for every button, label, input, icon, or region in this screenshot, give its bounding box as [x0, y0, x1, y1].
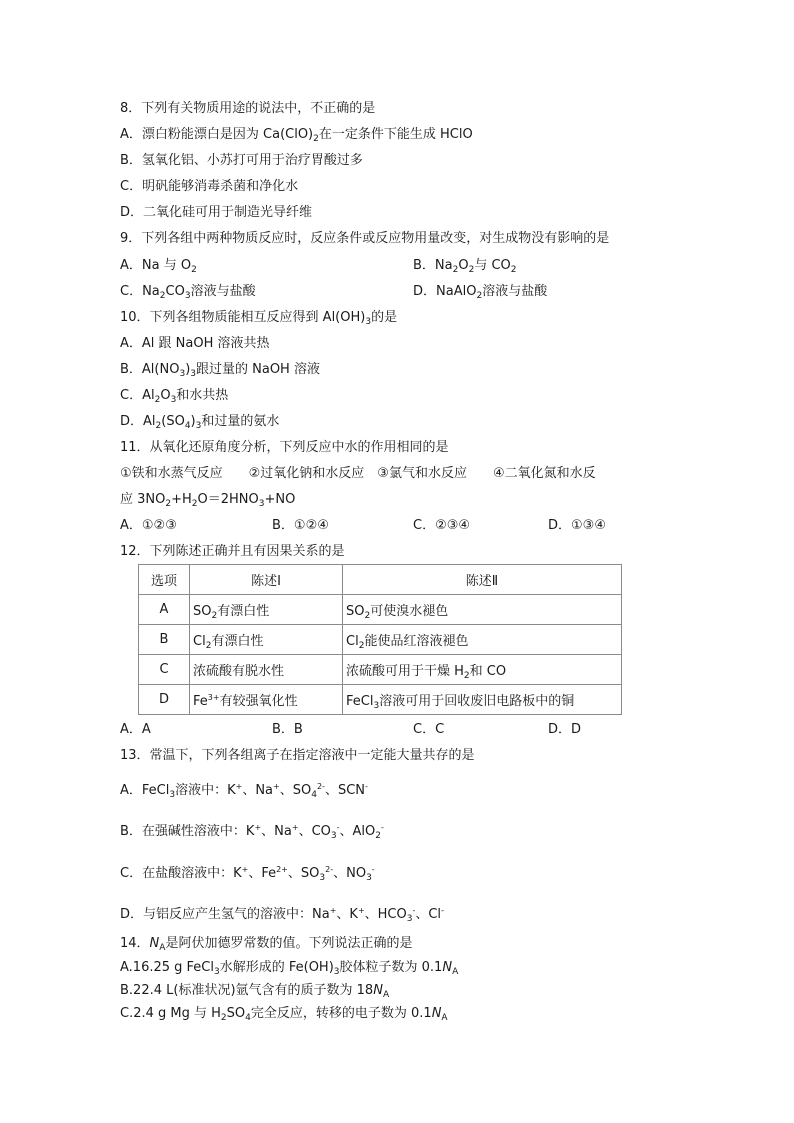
q14-stem: 14．$N_A$是阿伏加德罗常数的值。下列说法正确的是 [120, 936, 413, 953]
table-cell: C [139, 655, 190, 685]
q9-option-a: A．Na 与 $O_2$ [120, 258, 197, 275]
table-row [139, 655, 622, 685]
q13-option-d: D．与铝反应产生氢气的溶液中：Na+、K+、$HCO_3^-$、Cl- [120, 906, 444, 924]
q10-option-c: C．$Al_2O_3$和水共热 [120, 388, 229, 405]
table-cell: A [139, 595, 190, 625]
q10-option-b: B．$Al(NO_3)_3$跟过量的 NaOH 溶液 [120, 362, 320, 379]
q9-option-d: D．NaAlO$_2$溶液与盐酸 [413, 284, 548, 301]
q13-option-c: C．在盐酸溶液中：K+、$Fe^{2+}$、$SO_3^{2-}$、$NO_3^-$ [120, 865, 375, 883]
q10-option-a: A．Al 跟 NaOH 溶液共热 [120, 336, 270, 351]
table-row [139, 685, 622, 715]
table-cell: B [139, 625, 190, 655]
table-cell: $Fe^{3+}$有较强氧化性 [190, 685, 343, 715]
q9-option-c: C．$Na_2CO_3$溶液与盐酸 [120, 284, 256, 301]
q11-option-b: B．①②④ [272, 518, 329, 533]
q9-stem: 9．下列各组中两种物质反应时，反应条件或反应物用量改变，对生成物没有影响的是 [120, 231, 610, 246]
table-cell: 浓硫酸可用于干燥 $H_2$和 CO [343, 655, 622, 685]
q12-option-a: A．A [120, 722, 151, 737]
q8-option-c: C．明矾能够消毒杀菌和净化水 [120, 179, 299, 194]
q10-option-d: D．$Al_2(SO_4)_3$和过量的氨水 [120, 414, 280, 431]
q12-table [138, 564, 622, 715]
q12-option-d: D．D [548, 722, 582, 737]
table-header-cell: 陈述Ⅱ [343, 565, 622, 595]
q11-reactions-line1: ①铁和水蒸气反应 ②过氧化钠和水反应 ③氯气和水反应 ④二氧化氮和水反 [120, 466, 596, 481]
q11-option-c: C．②③④ [413, 518, 471, 533]
q8-option-d: D．二氧化硅可用于制造光导纤维 [120, 205, 313, 220]
table-row [139, 595, 622, 625]
table-cell: $Cl_2$能使品红溶液褪色 [343, 625, 622, 655]
q14-option-c: C.2.4 g Mg 与 $H_2SO_4$完全反应，转移的电子数为 $0.1N_A$ [120, 1006, 448, 1023]
table-cell: $Cl_2$有漂白性 [190, 625, 343, 655]
q11-option-d: D．①③④ [548, 518, 606, 533]
table-header-cell: 选项 [139, 565, 190, 595]
q8-option-a: A．漂白粉能漂白是因为 $Ca(ClO)_2$在一定条件下能生成 HClO [120, 127, 473, 144]
q13-stem: 13．常温下，下列各组离子在指定溶液中一定能大量共存的是 [120, 748, 475, 763]
table-cell: 浓硫酸有脱水性 [190, 655, 343, 685]
q12-stem: 12．下列陈述正确并且有因果关系的是 [120, 544, 345, 559]
table-cell: $SO_2$有漂白性 [190, 595, 343, 625]
table-row [139, 625, 622, 655]
table-header-row [139, 565, 622, 595]
q8-option-b: B．氢氧化铝、小苏打可用于治疗胃酸过多 [120, 153, 363, 168]
q11-option-a: A．①②③ [120, 518, 177, 533]
q13-option-a: A．FeCl$_3$溶液中：K+、Na+、$SO_4^{2-}$、SCN- [120, 782, 368, 800]
q10-stem: 10．下列各组物质能相互反应得到 $Al(OH)_3$的是 [120, 310, 398, 327]
q14-option-b: B.22.4 L(标准状况)氩气含有的质子数为 $18N_A$ [120, 983, 390, 1000]
table-cell: FeCl$_3$溶液可用于回收废旧电路板中的铜 [343, 685, 622, 715]
table-cell: D [139, 685, 190, 715]
q11-stem: 11．从氧化还原角度分析，下列反应中水的作用相同的是 [120, 440, 449, 455]
q12-option-b: B．B [272, 722, 303, 737]
q14-option-a: A.16.25 g FeCl$_3$水解形成的 $Fe(OH)_3$胶体粒子数为 $0.1N_A$ [120, 960, 459, 977]
q12-option-c: C．C [413, 722, 445, 737]
q8-stem: 8．下列有关物质用途的说法中，不正确的是 [120, 101, 376, 116]
q9-option-b: B．$Na_2O_2$与 $CO_2$ [413, 258, 517, 275]
q11-reactions-line2: 应 $3NO_2+H_2O=2HNO_3+NO$ [120, 492, 296, 509]
table-header-cell: 陈述Ⅰ [190, 565, 343, 595]
table-cell: $SO_2$可使溴水褪色 [343, 595, 622, 625]
q13-option-b: B．在强碱性溶液中：K+、Na+、$CO_3^-$、AlO$_2$- [120, 823, 384, 841]
